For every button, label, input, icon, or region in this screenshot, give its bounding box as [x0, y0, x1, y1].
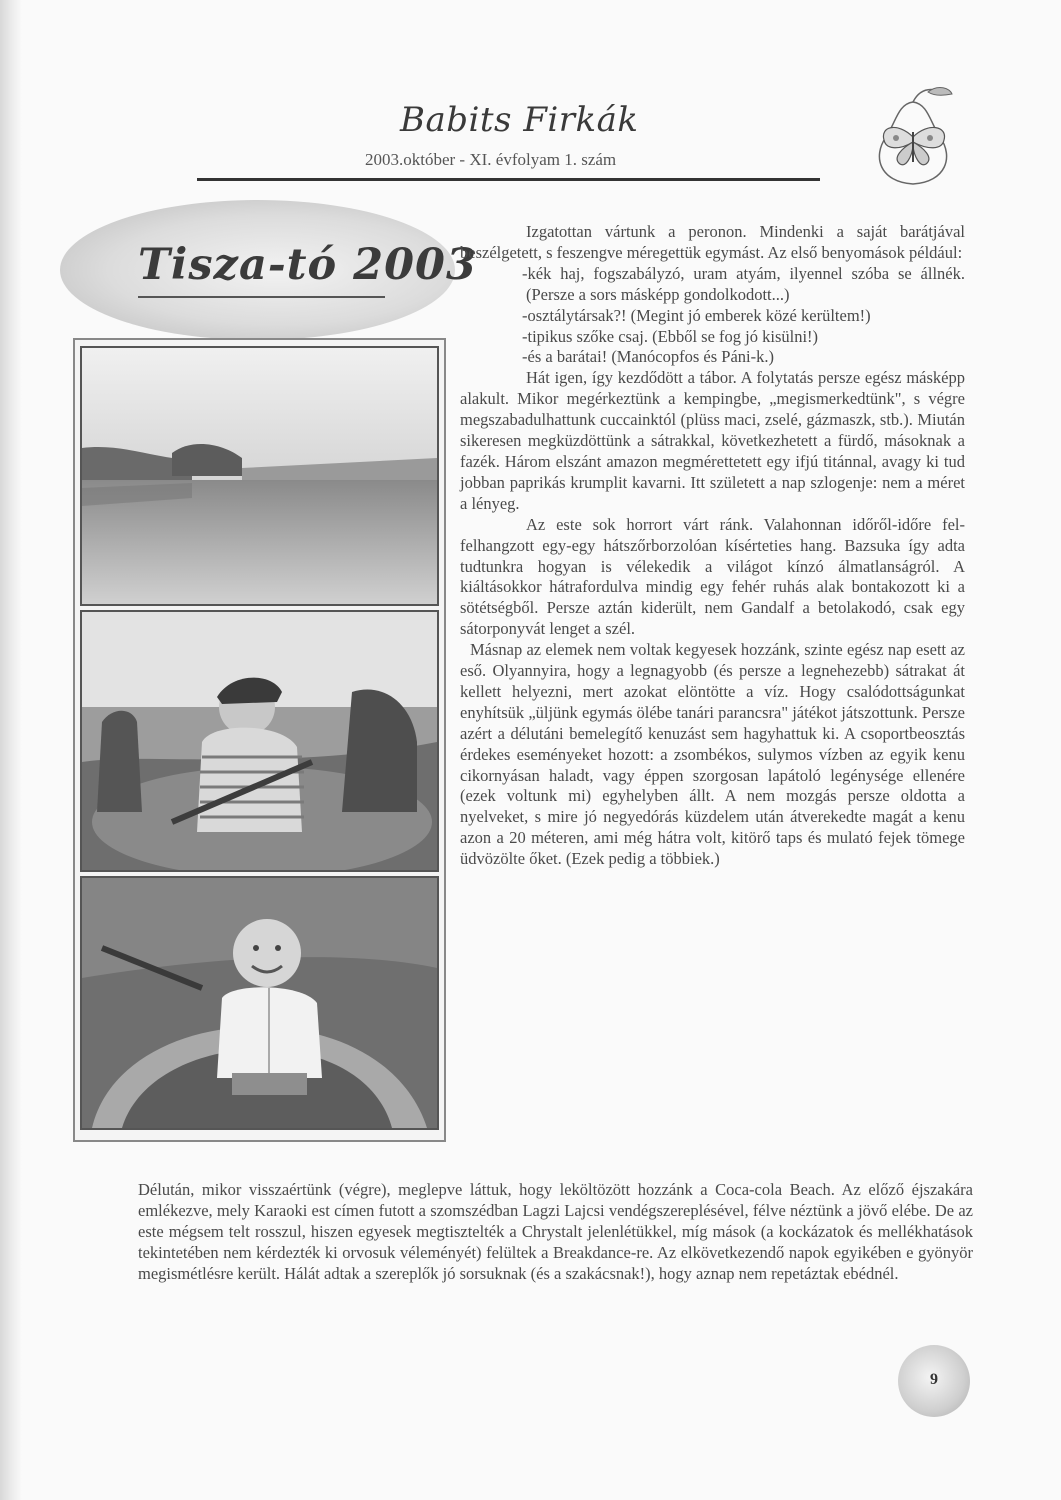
list-item: -osztálytársak?! (Megint jó emberek közé kerültem!) — [522, 305, 871, 325]
article-paragraph: Izgatottan vártunk a peronon. Mindenki a saját barátjával beszélgetett, s feszengve méregettük egymást. Az első benyomások például: — [460, 222, 965, 262]
article-column-text — [460, 222, 965, 870]
photo-column — [73, 338, 446, 1142]
masthead-rule — [197, 178, 820, 181]
page-number: 9 — [930, 1371, 938, 1388]
list-item: -kék haj, fogszabályzó, uram atyám, ilyennel szóba se állnék. (Persze a sors másképp gondolkodott...) — [522, 263, 965, 304]
lake-landscape-photo — [80, 346, 439, 606]
list-item: -tipikus szőke csaj. (Ebből se fog jó kisülni!) — [522, 326, 819, 346]
article-full-width-text — [138, 1180, 973, 1285]
article-title-underline — [138, 296, 385, 298]
magazine-title: Babits Firkák — [400, 100, 639, 140]
child-in-canoe-photo — [80, 876, 439, 1130]
article-paragraph: Hát igen, így kezdődött a tábor. A folytatás persze egész másképp alakult. Mikor megérkeztünk a kempingbe, „megismerkedtünk", s végre megszabadulhattunk cuccainktól (plüss maci, zselé, gázmaszk, stb.). Miután sikeresen megküzdöttünk a sátrakkal, következhetett a fürdő, másoknak a fazék. Három elszánt amazon megmérettetett egy ifjú titánnal, avagy ki tud jobban paprikás krumplit kavarni. Itt született a nap szlogenje: nem a méret a lényeg. — [460, 368, 965, 513]
article-paragraph: Délután, mikor visszaértünk (végre), meglepve láttuk, hogy leköltözött hozzánk a Coca-cola Beach. Az előző éjszakára emlékezve, mely Karaoki est címen futott a szomszédban Lagzi Lajcsi vendégszereplésével, félve néztünk a jövő elébe. De az este mégsem telt rosszul, hiszen egyesek megtisztelték a Chrystalt jelenlétükkel, míg mások (a kockázatok és mellékhatások tekintetében nem kérdezték ki orvosuk véleményét) felültek a Breakdance-re. Az elkövetkezendő napok egyikében e gyönyör megismétlésre került. Hálát adtak a szereplők jó sorsuknak (és a szakácsnak!), hogy aznap nem repetáztak ebédnél. — [138, 1180, 973, 1283]
canoe-girls-photo — [80, 610, 439, 872]
list-item: -és a barátai! (Manócopfos és Páni-k.) — [522, 347, 774, 367]
pear-butterfly-logo-icon — [858, 82, 968, 192]
article-title: Tisza-tó 2003 — [138, 240, 477, 290]
article-paragraph: Az este sok horrort várt ránk. Valahonnan időről-időre fel-felhangzott egy-egy hátszőrborzolóan kísérteties hang. Bazsuka így adta tudtunkra hogyan is vélekedik a világot kínzó álmatlanságról. A kiáltásokkor hátrafordulva mindig egy fehér ruhás alak bontakozott ki a sötétségből. Persze aztán kiderült, nem Gandalf a betolakodó, csak egy sátorponyvát lenget a szél. — [460, 514, 965, 639]
issue-line: 2003.október - XI. évfolyam 1. szám — [365, 150, 617, 169]
article-paragraph: Másnap az elemek nem voltak kegyesek hozzánk, szinte egész nap esett az eső. Olyannyira, hogy a legnagyobb (és persze a legnehezebb) sátrakat át kellett helyezni, mert azokat elöntötte a víz. Hogy csalódottságunkat enyhítsük „üljünk egymás ölébe tanári parancsra" játékot játszottunk. Persze azért a délutáni bemelegítő kenuzást sem hagyhattuk ki. A csoportbeosztás érdekes eseményeket hozott: a zsombékos, sulymos vízben az egyik kenu cikornyásan haladt, vagy éppen szorgosan lapátoló legénysége ellenére (ezek voltunk mi) egyhelyben állt. A nem mozgás persze oldotta a nyelveket, s mire jó negyedórás küzdelem után átverekedte magát a kenu azon a 20 méteren, ami még hátra volt, kitörő taps és mulató fejek tömege üdvözölte őket. (Ezek pedig a többiek.) — [460, 640, 965, 869]
page-spine-shadow — [0, 0, 22, 1500]
